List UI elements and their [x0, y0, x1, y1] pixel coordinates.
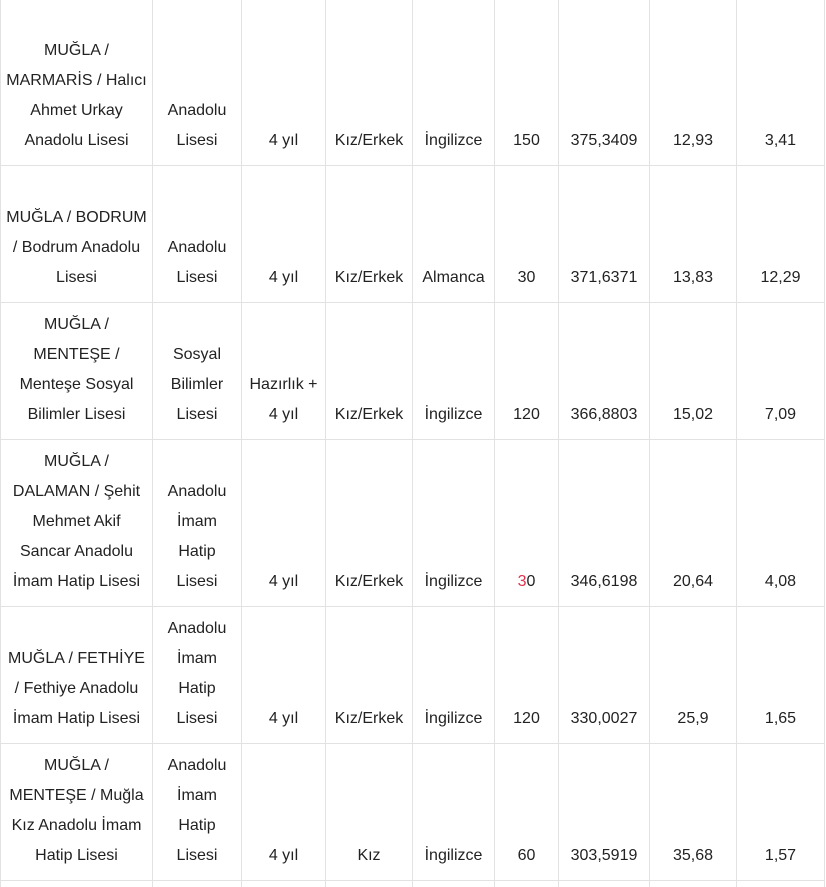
table-row-partial: [1, 881, 825, 887]
school-type-cell: Anadolu İmam Hatip Lisesi: [153, 607, 242, 744]
gender-cell: Kız/Erkek: [326, 0, 413, 166]
base-score-cell: 371,6371: [559, 166, 650, 303]
duration-cell: 4 yıl: [242, 166, 326, 303]
base-score-cell: 303,5919: [559, 744, 650, 881]
school-type-cell: Anadolu İmam Hatip Lisesi: [153, 744, 242, 881]
gender-cell: Kız/Erkek: [326, 303, 413, 440]
language-cell: İngilizce: [413, 0, 495, 166]
language-cell: İngilizce: [413, 303, 495, 440]
duration-cell: 4 yıl: [242, 440, 326, 607]
percentile-cell: 13,83: [650, 166, 737, 303]
duration-cell: 4 yıl: [242, 0, 326, 166]
base-score-cell: 366,8803: [559, 303, 650, 440]
language-cell: İngilizce: [413, 744, 495, 881]
table-row: [1, 744, 825, 881]
language-cell: Almanca: [413, 166, 495, 303]
quota-highlight-digit: 3: [517, 573, 527, 590]
quota-cell: 120: [495, 607, 559, 744]
quota-cell: [495, 440, 559, 607]
school-type-cell: Anadolu Lisesi: [153, 0, 242, 166]
base-score-cell: 346,6198: [559, 440, 650, 607]
previous-percentile-cell: 3,41: [737, 0, 825, 166]
previous-percentile-cell: 1,65: [737, 607, 825, 744]
previous-percentile-cell: 12,29: [737, 166, 825, 303]
table-row: [1, 166, 825, 303]
quota-cell: 150: [495, 0, 559, 166]
quota-cell: 60: [495, 744, 559, 881]
quota-cell: 30: [495, 166, 559, 303]
duration-cell: 4 yıl: [242, 744, 326, 881]
language-cell: İngilizce: [413, 440, 495, 607]
gender-cell: Kız/Erkek: [326, 166, 413, 303]
table-row: [1, 440, 825, 607]
school-type-cell: Anadolu Lisesi: [153, 166, 242, 303]
percentile-cell: 12,93: [650, 0, 737, 166]
school-type-cell: Sosyal Bilimler Lisesi: [153, 303, 242, 440]
school-name-cell: MUĞLA / BODRUM / Bodrum Anadolu Lisesi: [1, 166, 153, 303]
school-name-cell: MUĞLA / MARMARİS / Halıcı Ahmet Urkay Anadolu Lisesi: [1, 0, 153, 166]
quota-rest-digits: 0: [526, 573, 536, 590]
duration-cell: 4 yıl: [242, 607, 326, 744]
previous-percentile-cell: 7,09: [737, 303, 825, 440]
percentile-cell: 15,02: [650, 303, 737, 440]
percentile-cell: 35,68: [650, 744, 737, 881]
percentile-cell: 20,64: [650, 440, 737, 607]
previous-percentile-cell: 1,57: [737, 744, 825, 881]
school-name-cell: MUĞLA / FETHİYE / Fethiye Anadolu İmam Hatip Lisesi: [1, 607, 153, 744]
table-row: [1, 0, 825, 166]
gender-cell: Kız/Erkek: [326, 607, 413, 744]
school-type-cell: Anadolu İmam Hatip Lisesi: [153, 440, 242, 607]
school-name-cell: MUĞLA / MENTEŞE / Menteşe Sosyal Bilimler Lisesi: [1, 303, 153, 440]
base-score-cell: 330,0027: [559, 607, 650, 744]
table-row: [1, 303, 825, 440]
percentile-cell: 25,9: [650, 607, 737, 744]
previous-percentile-cell: 4,08: [737, 440, 825, 607]
school-name-cell: MUĞLA / MENTEŞE / Muğla Kız Anadolu İmam Hatip Lisesi: [1, 744, 153, 881]
quota-cell: 120: [495, 303, 559, 440]
gender-cell: Kız/Erkek: [326, 440, 413, 607]
duration-cell: Hazırlık + 4 yıl: [242, 303, 326, 440]
language-cell: İngilizce: [413, 607, 495, 744]
school-name-cell: MUĞLA / DALAMAN / Şehit Mehmet Akif Sancar Anadolu İmam Hatip Lisesi: [1, 440, 153, 607]
gender-cell: Kız: [326, 744, 413, 881]
table-row: [1, 607, 825, 744]
base-score-cell: 375,3409: [559, 0, 650, 166]
